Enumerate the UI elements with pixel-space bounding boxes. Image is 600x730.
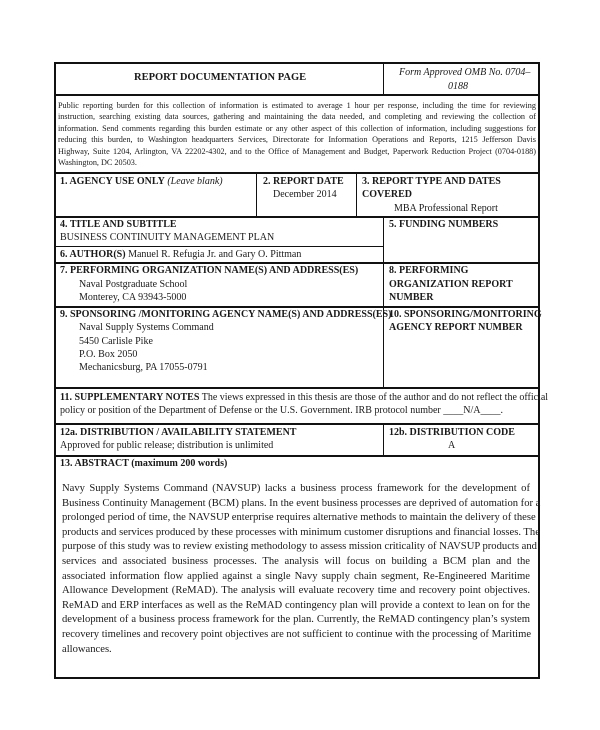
abstract-line: ReMAD and ERP interfaces as well as the ReMAD contingency plan will provide a context to lean on for the — [62, 599, 530, 611]
form-title: REPORT DOCUMENTATION PAGE — [134, 72, 307, 83]
header-divider — [383, 62, 384, 96]
divider — [54, 172, 540, 174]
burden-statement — [58, 100, 536, 168]
burden-line: Washington, DC 20503. — [58, 158, 137, 168]
divider — [54, 423, 540, 425]
performing-org-report-label-line1: 8. PERFORMING — [389, 265, 469, 276]
burden-line: Public reporting burden for this collection of information is estimated to average 1 hour per response, including the time for reviewing — [58, 101, 536, 110]
supplementary-notes-line1: 11. SUPPLEMENTARY NOTES The views expressed in this thesis are those of the author and do not reflect the official — [60, 392, 549, 403]
abstract-text — [62, 482, 541, 657]
divider — [383, 216, 384, 262]
burden-line: reducing this burden, to Washington headquarters Services, Directorate for Information Operations and Reports, 1215 Jefferson Davis — [58, 135, 536, 145]
report-date-label: 2. REPORT DATE — [263, 176, 344, 187]
performing-org-line1: Naval Postgraduate School — [79, 279, 188, 290]
agency-use-only-label: 1. AGENCY USE ONLY (Leave blank) — [60, 176, 223, 187]
divider — [54, 455, 540, 457]
abstract-line: Allowance Development (ReMAD). The analysis will evaluate recovery time and recovery point objectives. — [62, 585, 530, 597]
abstract-line: products and services produced by these processes with minimum customer disruptions and financial losses. The — [62, 526, 540, 538]
supplementary-notes-line2: policy or position of the Department of Defense or the U.S. Government. IRB protocol number ____N/A____. — [60, 405, 503, 416]
abstract-line: Business Continuity Management (BCM) plans. In the event business processes are deprived of automation for a — [62, 497, 541, 509]
funding-numbers-label: 5. FUNDING NUMBERS — [389, 219, 499, 230]
form-approved-line1: Form Approved OMB No. 0704– — [399, 67, 531, 78]
abstract-line: Navy Supply Systems Command (NAVSUP) lacks a business process framework for the development of — [62, 483, 530, 494]
sponsoring-agency-line1: Naval Supply Systems Command — [79, 322, 214, 333]
report-date-value: December 2014 — [273, 189, 337, 200]
performing-org-report-label-line2: ORGANIZATION REPORT — [389, 279, 513, 290]
title-subtitle-value: BUSINESS CONTINUITY MANAGEMENT PLAN — [60, 232, 275, 243]
abstract-line: associated information flow applied against a single Navy supply chain segment, Re-Engineered Maritime — [62, 570, 530, 582]
abstract-line: services and associated business processes. The analysis will focus on building a BCM plan and the — [62, 555, 530, 567]
sponsoring-agency-label: 9. SPONSORING /MONITORING AGENCY NAME(S) AND ADDRESS(ES) — [60, 309, 392, 320]
report-type-label-line2: COVERED — [362, 189, 413, 200]
report-type-label-line1: 3. REPORT TYPE AND DATES — [362, 176, 501, 187]
sponsoring-agency-line4: Mechanicsburg, PA 17055-0791 — [79, 362, 208, 373]
burden-line: information. Send comments regarding this burden estimate or any other aspect of this collection of information, including suggestions for — [58, 123, 536, 133]
performing-org-report-label-line3: NUMBER — [389, 292, 434, 303]
title-subtitle-label: 4. TITLE AND SUBTITLE — [60, 219, 177, 230]
abstract-line: prolonged period of time, the NAVSUP enterprise requires alternative methods to maintain the delivery of these — [62, 512, 536, 524]
burden-line: instruction, searching existing data sources, gathering and maintaining the data needed, and completing and reviewing the collection of — [58, 112, 536, 122]
divider — [383, 423, 384, 455]
distribution-code-label: 12b. DISTRIBUTION CODE — [389, 427, 515, 438]
distribution-code-value: A — [448, 440, 456, 451]
performing-org-line2: Monterey, CA 93943-5000 — [79, 292, 187, 303]
divider — [256, 172, 257, 217]
sponsoring-agency-line3: P.O. Box 2050 — [79, 349, 138, 360]
agency-report-number-label-line2: AGENCY REPORT NUMBER — [389, 322, 523, 333]
form-approved-line2: 0188 — [448, 81, 468, 92]
divider — [383, 262, 384, 387]
report-type-value: MBA Professional Report — [394, 203, 498, 214]
distribution-statement-value: Approved for public release; distribution is unlimited — [60, 440, 274, 451]
divider — [54, 246, 384, 247]
performing-org-label: 7. PERFORMING ORGANIZATION NAME(S) AND ADDRESS(ES) — [60, 265, 359, 276]
divider — [54, 216, 540, 218]
divider — [54, 306, 540, 308]
author-field: 6. AUTHOR(S) Manuel R. Refugia Jr. and Gary O. Pittman — [60, 249, 302, 260]
agency-report-number-label-line1: 10. SPONSORING/MONITORING — [389, 309, 542, 320]
divider — [54, 262, 540, 264]
abstract-line: purpose of this study was to review existing methodology to assess mission criticality of NAVSUP products and — [62, 541, 537, 553]
burden-line: Highway, Suite 1204, Arlington, VA 22202-4302, and to the Office of Management and Budget, Paperwork Reduction Project (0704-0188) — [58, 146, 536, 156]
sponsoring-agency-line2: 5450 Carlisle Pike — [79, 336, 153, 347]
abstract-label: 13. ABSTRACT (maximum 200 words) — [60, 458, 228, 469]
divider — [54, 387, 540, 389]
abstract-line: allowances. — [62, 643, 112, 655]
divider — [356, 172, 357, 217]
distribution-statement-label: 12a. DISTRIBUTION / AVAILABILITY STATEMENT — [60, 427, 297, 438]
abstract-line: recovery timelines and recovery point objectives are not sufficient to continue with the processing of Maritime — [62, 628, 532, 640]
abstract-line: development of a business process framework for the plan. Currently, the ReMAD contingency plan’s system — [62, 614, 530, 626]
